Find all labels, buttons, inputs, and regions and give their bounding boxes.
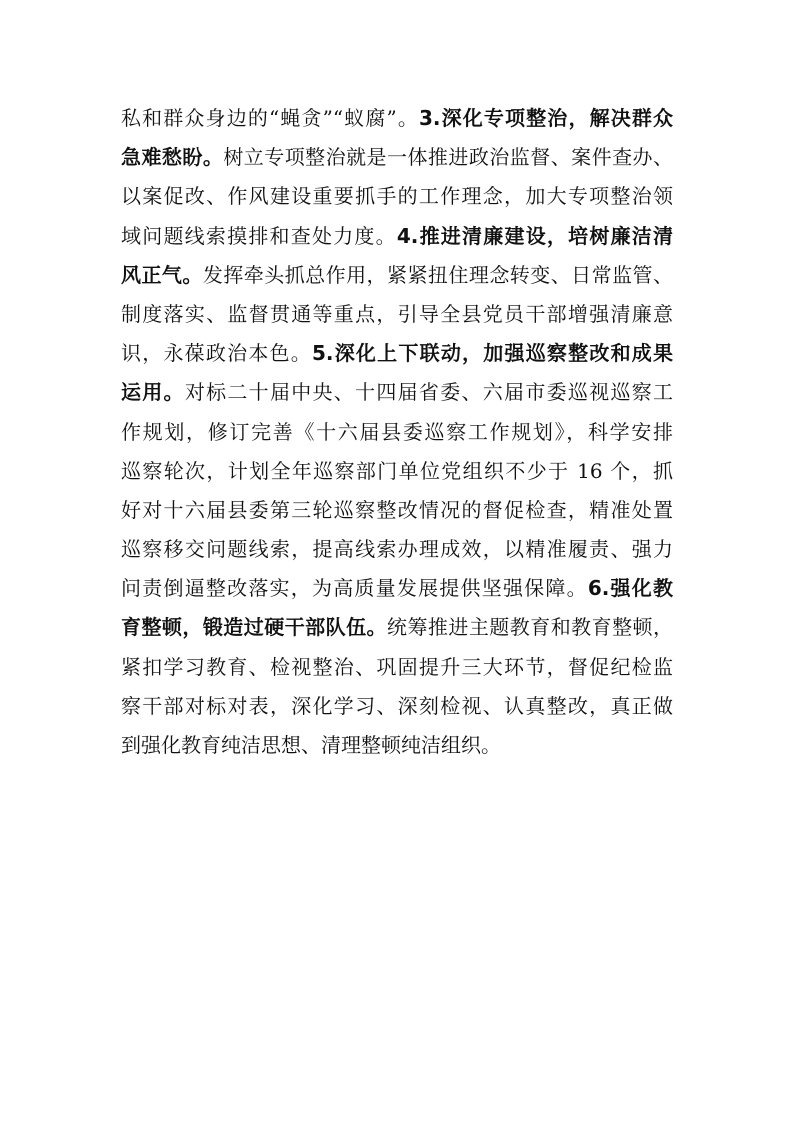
body-text-run: 发挥牵头抓总作用，紧紧扭住理念转变、日常监管、 [202, 262, 674, 287]
text-line [121, 413, 673, 452]
text-line [121, 530, 673, 569]
text-line [121, 256, 673, 295]
text-line [121, 726, 673, 765]
text-line [121, 177, 673, 216]
body-text-run: 域问题线索摸排和查处力度。 [121, 223, 397, 248]
body-text-run: 巡察轮次，计划全年巡察部门单位党组织不少于 16 个，抓 [121, 458, 673, 483]
bold-heading-text: 6.强化教 [587, 576, 674, 601]
bold-heading-text: 3.深化专项整治，解决群众 [418, 106, 673, 130]
body-text-run: 作规划，修订完善《十六届县委巡察工作规划》，科学安排 [121, 419, 673, 444]
bold-heading-text: 4.推进清廉建设，培树廉洁清 [396, 223, 674, 248]
body-text-run: 问责倒逼整改落实，为高质量发展提供坚强保障。 [121, 576, 588, 601]
body-text-run: 私和群众身边的“蝇贪”“蚁腐”。 [121, 106, 419, 130]
body-text-run: 制度落实、监督贯通等重点，引导全县党员干部增强清廉意 [121, 301, 673, 326]
bold-heading-text: 急难愁盼。 [121, 145, 224, 170]
body-text-run: 到强化教育纯洁思想、清理整顿纯洁组织。 [121, 733, 501, 757]
body-text-run: 识，永葆政治本色。 [121, 341, 312, 366]
body-text-run: 察干部对标对表，深化学习、深刻检视、认真整改，真正做 [121, 693, 673, 718]
body-text-run: 以案促改、作风建设重要抓手的工作理念，加大专项整治领 [121, 184, 673, 209]
text-line [121, 373, 673, 412]
text-line [121, 648, 673, 687]
body-text-run: 树立专项整治就是一体推进政治监督、案件查办、 [223, 145, 674, 170]
body-text-run: 好对十六届县委第三轮巡察整改情况的督促检查，精准处置 [121, 497, 673, 522]
body-text [121, 99, 673, 765]
bold-heading-text: 运用。 [121, 380, 185, 405]
text-line [121, 608, 673, 647]
text-line [121, 99, 673, 138]
text-line [121, 687, 673, 726]
text-line [121, 491, 673, 530]
text-line [121, 295, 673, 334]
text-line [121, 569, 673, 608]
body-text-run: 紧扣学习教育、检视整治、巩固提升三大环节，督促纪检监 [121, 654, 673, 679]
text-line [121, 452, 673, 491]
text-line [121, 138, 673, 177]
text-line [121, 334, 673, 373]
body-text-run: 对标二十届中央、十四届省委、六届市委巡视巡察工 [184, 380, 674, 405]
body-text-run: 统筹推进主题教育和教育整顿， [387, 615, 673, 640]
bold-heading-text: 风正气。 [121, 262, 203, 287]
bold-heading-text: 育整顿，锻造过硬干部队伍。 [121, 615, 387, 640]
text-line [121, 217, 673, 256]
bold-heading-text: 5.深化上下联动，加强巡察整改和成果 [311, 341, 674, 366]
body-text-run: 巡察移交问题线索，提高线索办理成效，以精准履责、强力 [121, 537, 673, 562]
